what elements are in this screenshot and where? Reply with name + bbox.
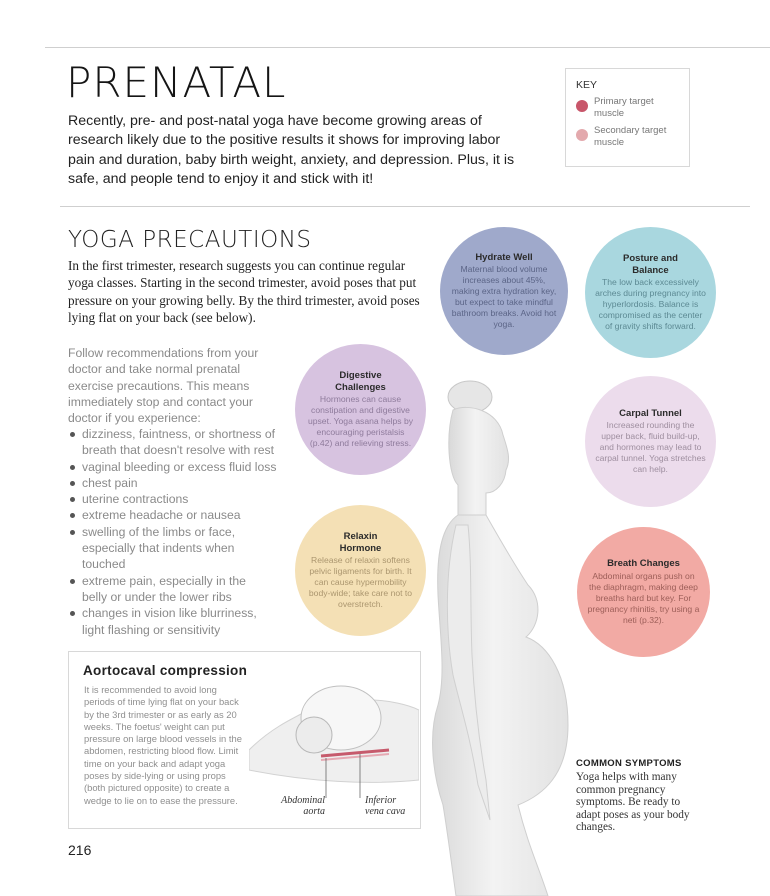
bubble-text: Maternal blood volume increases about 45%, making extra hydration key, but expect to take mindful bathroom breaks. Avoid hot yoga. (451, 264, 557, 330)
key-legend (565, 68, 690, 167)
bubble-text: The low back excessively arches during pregnancy into hyperlordosis. Balance is compromised as the center of gravity shifts forward. (595, 277, 706, 331)
list-item: chest pain (68, 475, 293, 491)
list-item: uterine contractions (68, 491, 293, 507)
symptom-list (68, 426, 293, 638)
page-title: PRENATAL (66, 58, 287, 107)
list-item: changes in vision like blurriness, light flashing or sensitivity (68, 605, 282, 638)
bubble-posture-balance (585, 227, 716, 358)
bubble-title: Carpal Tunnel (619, 407, 682, 419)
bubble-text: Abdominal organs push on the diaphragm, making deep breaths hard but key. For pregnancy rhinitis, try using a neti (p.32). (587, 570, 700, 625)
list-item: dizziness, faintness, or shortness of breath that doesn't resolve with rest (68, 426, 293, 459)
head-icon (449, 407, 509, 515)
page-number: 216 (68, 842, 92, 858)
bubble-hydrate-well (440, 227, 568, 355)
section-heading: YOGA PRECAUTIONS (68, 227, 312, 253)
common-symptoms-text: Yoga helps with many common pregnancy symptoms. Be ready to adapt poses as your body changes. (576, 771, 690, 834)
key-item-primary (576, 96, 679, 119)
bubble-title: Digestive Challenges (335, 370, 386, 393)
primary-dot-icon (576, 100, 588, 112)
list-item: extreme pain, especially in the belly or under the lower ribs (68, 573, 267, 606)
key-label: Primary target muscle (594, 96, 654, 119)
bubble-text: Increased rounding the upper back, fluid build-up, and hormones may lead to carpal tunnel. Yoga stretches can help. (595, 420, 706, 475)
bubble-breath-changes (577, 527, 710, 657)
list-item: extreme headache or nausea (68, 507, 293, 523)
common-symptoms-title: COMMON SYMPTOMS (576, 758, 682, 769)
bubble-title: Breath Changes (607, 558, 680, 570)
precautions-paragraph: In the first trimester, research suggests you can continue regular yoga classes. Starting in the second trimester, avoid poses that put pressure on your growing belly. By the third trimester, avoid poses lying flat on your back (see below). (68, 258, 420, 325)
bubble-title: Hydrate Well (475, 251, 533, 263)
key-title: KEY (576, 79, 598, 91)
key-item-secondary (576, 125, 679, 148)
bubble-carpal-tunnel (585, 376, 716, 507)
common-symptoms (576, 758, 726, 834)
bubble-text: Hormones can cause constipation and digestive upset. Yoga asana helps by encouraging peristalsis (p.42) and relieving stress. (307, 394, 414, 448)
intro-paragraph: Recently, pre- and post-natal yoga have become growing areas of research likely due to the positive results it shows for improving labor pain and duration, baby birth weight, anxiety, and depression. Plus, it is safe, and people tend to enjoy it and stick with it! (68, 113, 515, 187)
bubble-digestive-challenges (295, 344, 426, 475)
aortocaval-box (68, 651, 421, 829)
key-label: Secondary target muscle (594, 125, 667, 148)
bubble-title: Posture and Balance (623, 253, 678, 276)
list-item: vaginal bleeding or excess fluid loss (68, 459, 293, 475)
secondary-dot-icon (576, 129, 588, 141)
top-rule (45, 47, 770, 48)
bubble-title: Relaxin Hormone (339, 531, 382, 554)
aortocaval-illustration (249, 670, 419, 800)
aortocaval-text: It is recommended to avoid long periods of time lying flat on your back by the 3rd trimester or as early as 20 weeks. The foetus' weight can put pressure on large blood vessels in the abdomen, restricting blood flow. Limit time on your back and adapt yoga poses by side-lying or using props (both pictured opposite) to create a wedge to lie on to ease the pressure. (84, 684, 242, 806)
bubble-text: Release of relaxin softens pelvic ligaments for birth. It can cause hypermobility body-wide; take care not to overstretch. (308, 555, 413, 609)
section-rule (60, 206, 750, 207)
bubble-relaxin-hormone (295, 505, 426, 636)
label-abdominal-aorta: Abdominal aorta (281, 795, 325, 817)
label-inferior-vena-cava: Inferior vena cava (365, 795, 406, 817)
follow-paragraph: Follow recommendations from your doctor and take normal prenatal exercise precautions. This means immediately stop and contact your doctor if you experience: (68, 346, 259, 426)
list-item: swelling of the limbs or face, especially that indents when touched (68, 524, 247, 573)
aortocaval-title: Aortocaval compression (83, 663, 248, 678)
